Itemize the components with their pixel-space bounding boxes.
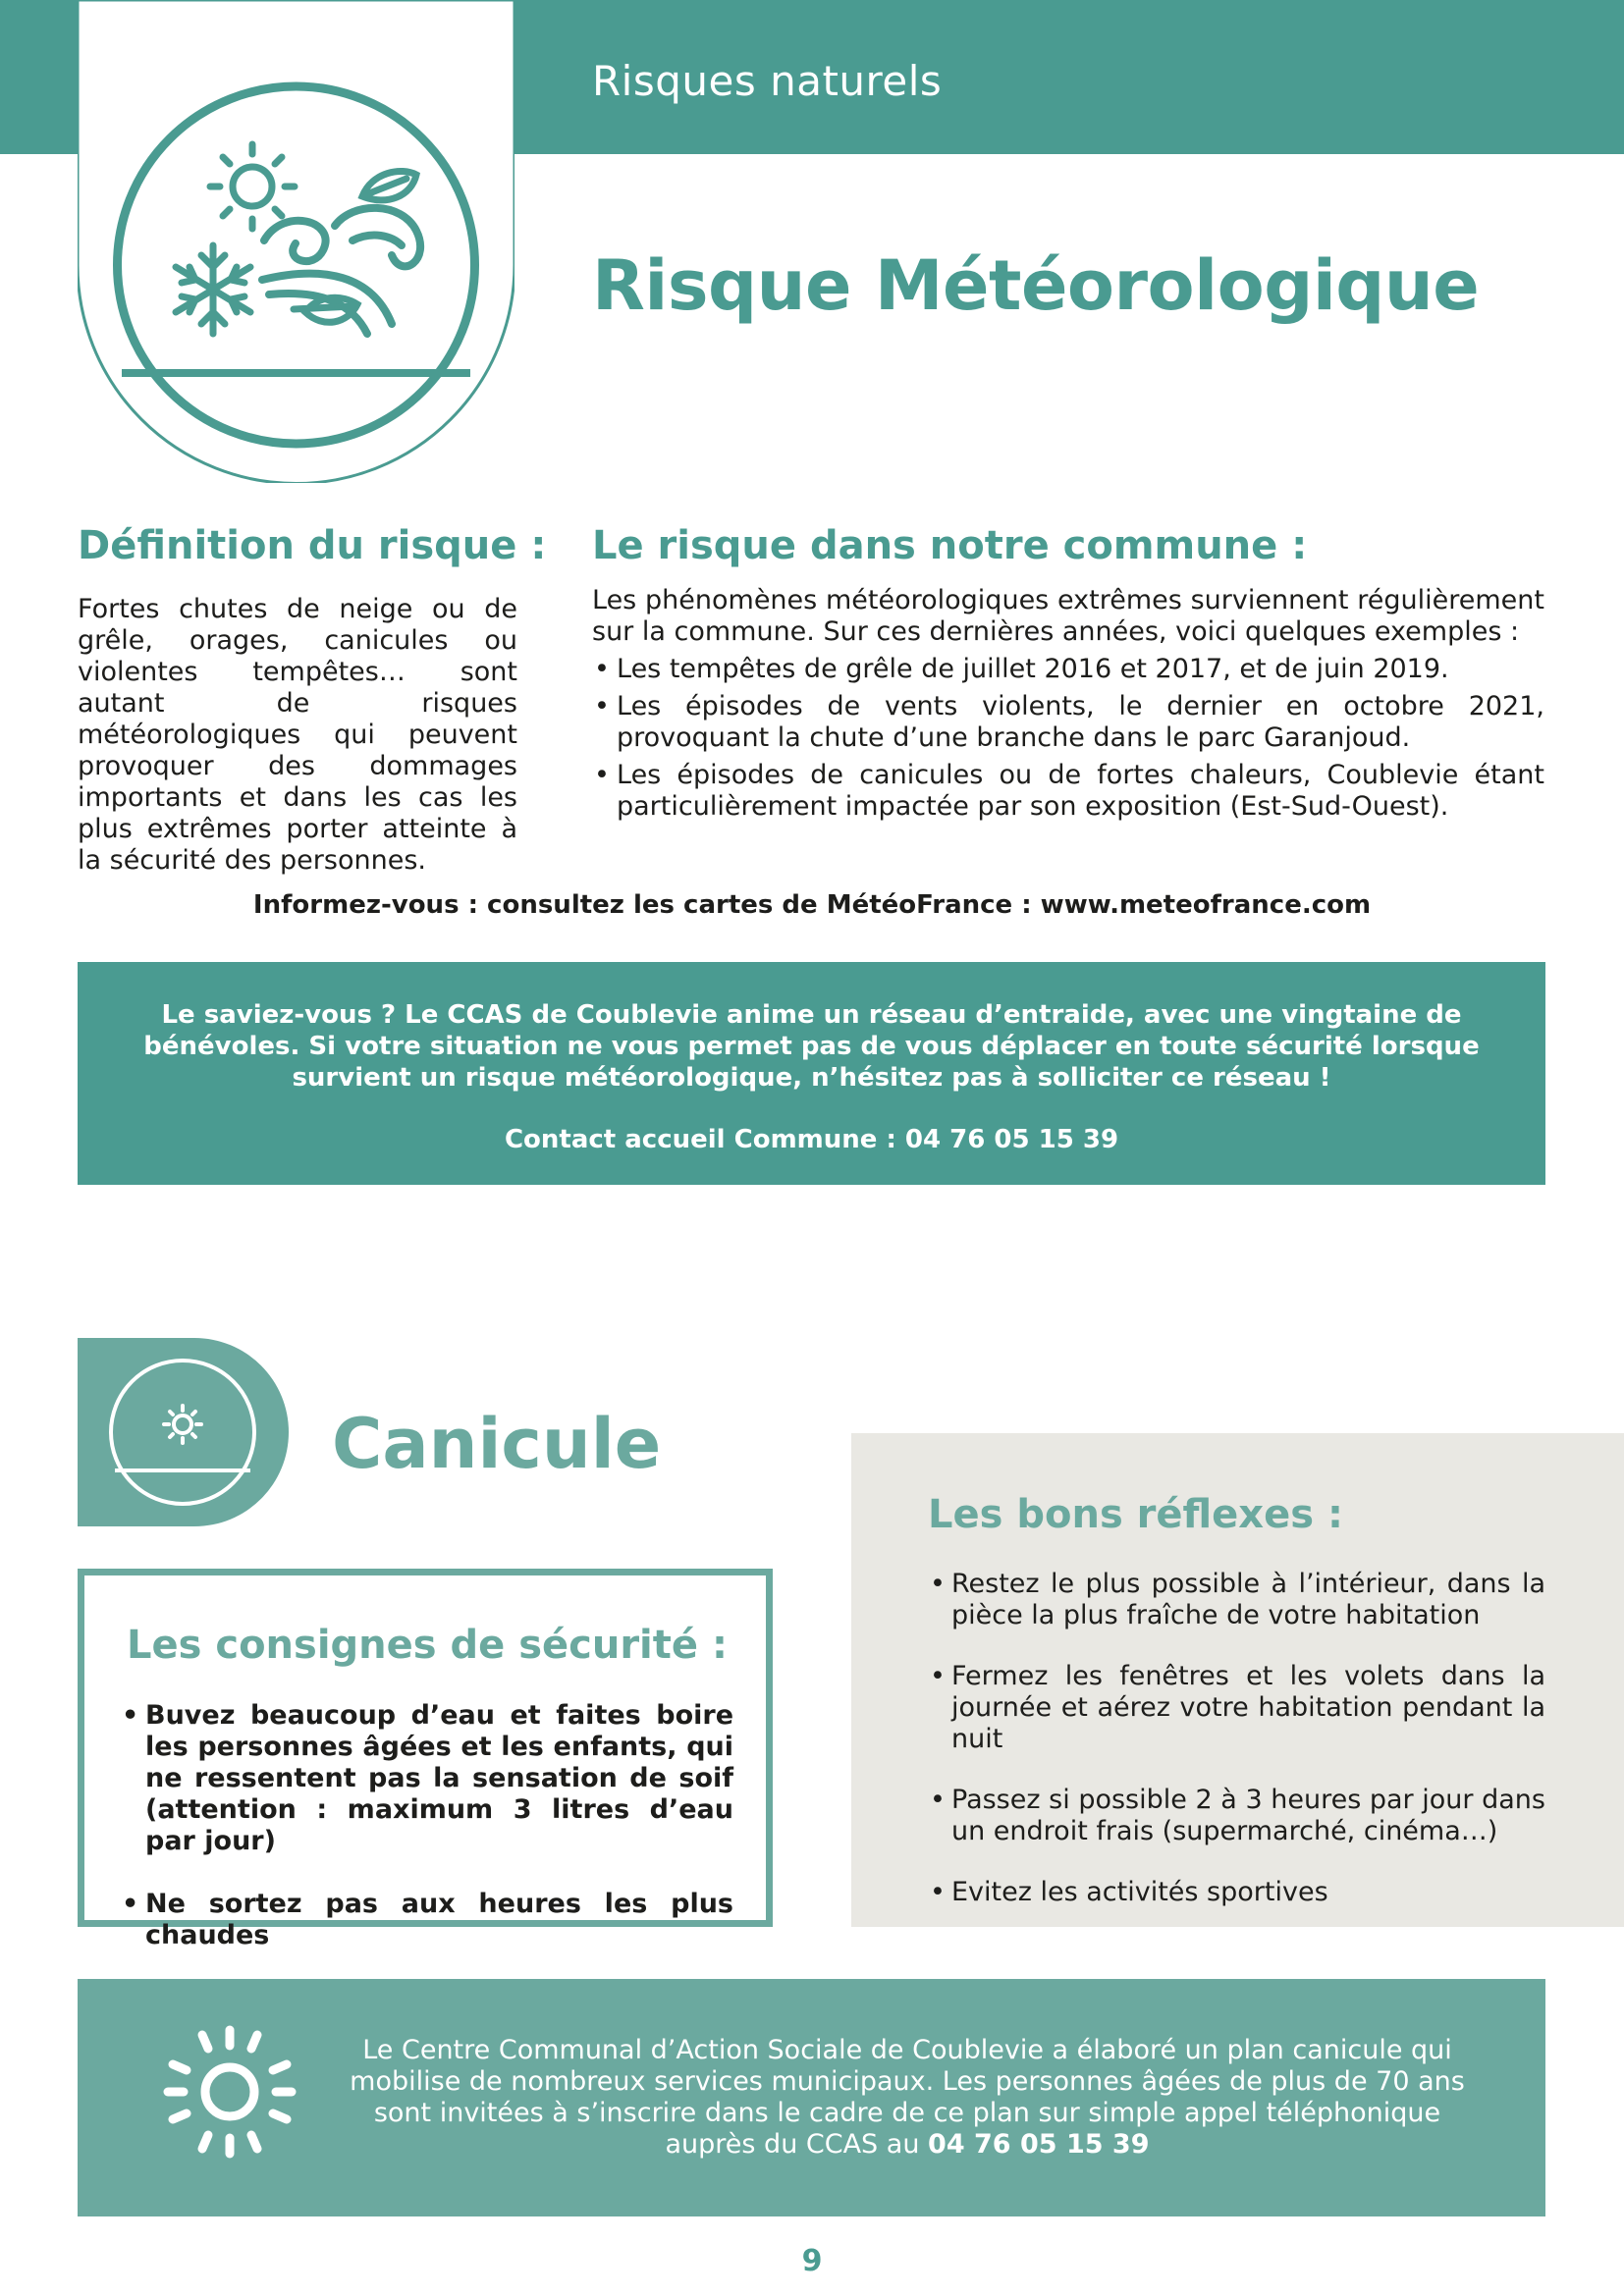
plan-sun-icon: [156, 2018, 303, 2165]
plan-line: [343, 2129, 1472, 2161]
consignes-list: [122, 1700, 733, 1983]
info-line: bénévoles. Si votre situation ne vous permet pas de vous déplacer en toute sécurité lorsque: [143, 1032, 1480, 1061]
reflexes-heading: Les bons réflexes :: [928, 1492, 1343, 1537]
list-item: • Restez le plus possible à l’intérieur, dans la pièce la plus fraîche de votre habitation: [928, 1569, 1545, 1631]
info-contact: Contact accueil Commune : 04 76 05 15 39: [504, 1125, 1119, 1154]
commune-intro: Les phénomènes météorologiques extrêmes surviennent régulièrement sur la commune. Sur ces dernières années, voici quelques exemples :: [592, 585, 1544, 647]
page-title: Risque Météorologique: [592, 245, 1480, 326]
list-item: • Les épisodes de canicules ou de fortes chaleurs, Coublevie étant particulièrement impactée par son exposition (Est-Sud-Ouest).: [592, 760, 1544, 823]
plan-line-prefix: auprès du CCAS au: [665, 2129, 929, 2160]
inform-line: Informez-vous : consultez les cartes de MétéoFrance : www.meteofrance.com: [252, 890, 1372, 920]
info-line: Le saviez-vous ? Le CCAS de Coublevie anime un réseau d’entraide, avec une vingtaine de: [161, 1000, 1462, 1030]
plan-box: [78, 1979, 1545, 2216]
page-number: 9: [801, 2244, 823, 2278]
reflexes-list: [928, 1569, 1545, 1938]
definition-text: Fortes chutes de neige ou de grêle, orages, canicules ou violentes tempêtes… sont autant de risques météorologiques qui peuvent provoquer des dommages importants et dans les cas les plus extrêmes porter atteinte à la sécurité des personnes.: [78, 594, 517, 876]
reflexes-box: [851, 1433, 1624, 1927]
consignes-box: [78, 1569, 773, 1950]
list-item: • Buvez beaucoup d’eau et faites boire les personnes âgées et les enfants, qui ne ressentent pas la sensation de soif (attention : maximum 3 litres d’eau par jour): [122, 1700, 733, 1857]
plan-line: Le Centre Communal d’Action Sociale de Coublevie a élaboré un plan canicule qui: [362, 2035, 1452, 2065]
list-item: • Les tempêtes de grêle de juillet 2016 et 2017, et de juin 2019.: [592, 654, 1544, 685]
list-item: • Les épisodes de vents violents, le dernier en octobre 2021, provoquant la chute d’une branche dans le parc Garanjoud.: [592, 691, 1544, 754]
list-item: • Fermez les fenêtres et les volets dans la journée et aérez votre habitation pendant la nuit: [928, 1661, 1545, 1755]
definition-heading: Définition du risque :: [78, 523, 547, 568]
commune-list: [592, 654, 1544, 823]
plan-line: mobilise de nombreux services municipaux. Les personnes âgées de plus de 70 ans: [350, 2066, 1465, 2097]
list-item: • Passez si possible 2 à 3 heures par jour dans un endroit frais (supermarché, cinéma…): [928, 1785, 1545, 1847]
canicule-sun-icon: [78, 1338, 289, 1526]
list-item: • Ne sortez pas aux heures les plus chaudes: [122, 1889, 733, 1951]
canicule-title: Canicule: [332, 1404, 662, 1484]
plan-line: sont invitées à s’inscrire dans le cadre de ce plan sur simple appel téléphonique: [373, 2098, 1441, 2128]
commune-block: [592, 585, 1544, 828]
commune-heading: Le risque dans notre commune :: [592, 523, 1308, 568]
plan-phone: 04 76 05 15 39: [928, 2129, 1150, 2160]
info-line: survient un risque météorologique, n’hésitez pas à solliciter ce réseau !: [292, 1063, 1331, 1093]
plan-text: [343, 2035, 1472, 2161]
section-label: Risques naturels: [592, 57, 943, 105]
list-item: • Evitez les activités sportives: [928, 1877, 1545, 1908]
consignes-heading: Les consignes de sécurité :: [127, 1623, 728, 1668]
weather-badge-icon: [78, 0, 514, 483]
info-box: [78, 962, 1545, 1185]
